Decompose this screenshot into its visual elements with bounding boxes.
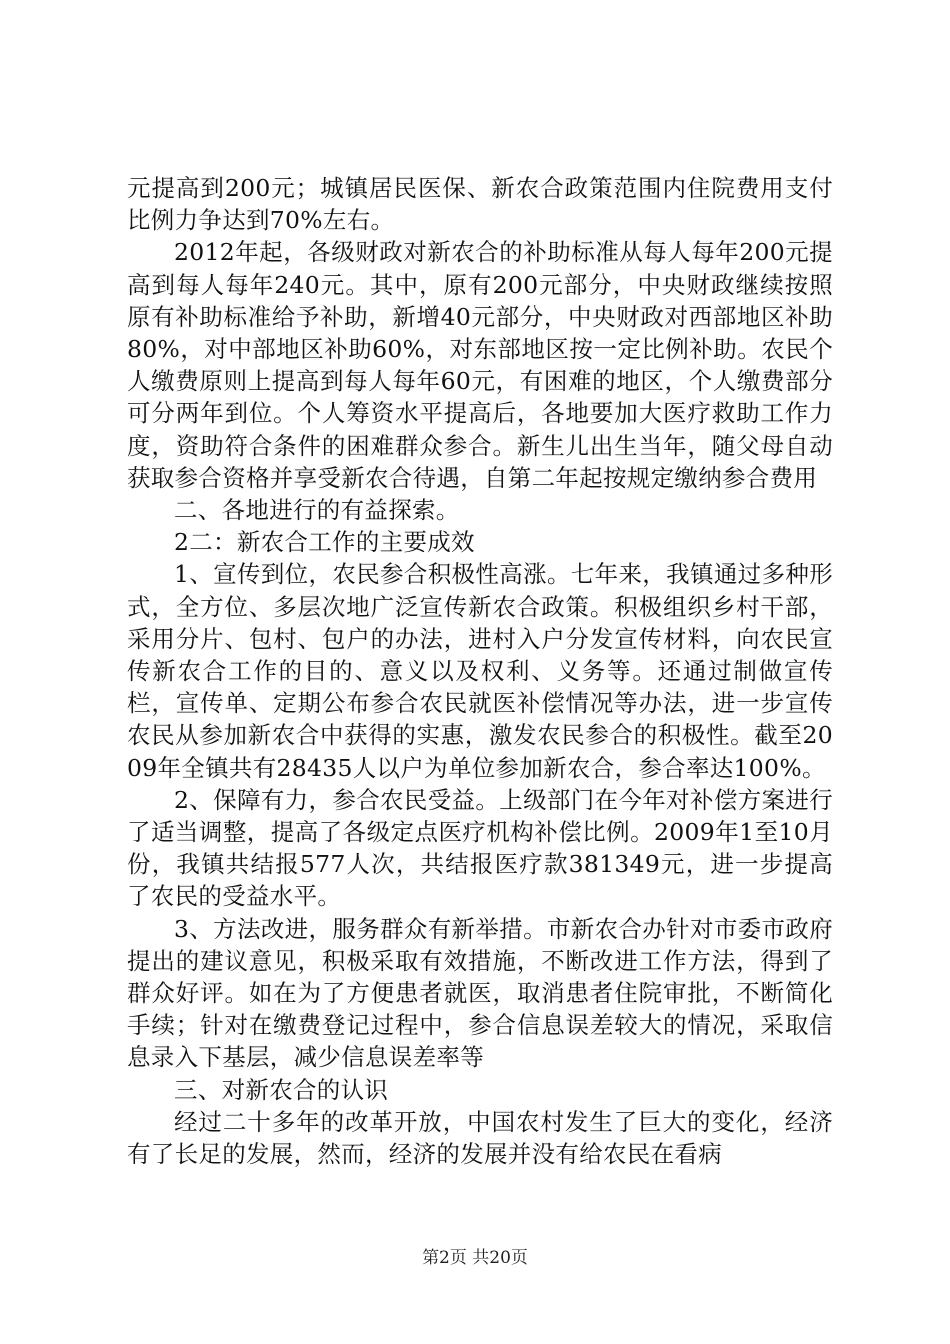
- section-heading-2: 二、各地进行的有益探索。: [174, 496, 460, 525]
- paragraph-1: 元提高到200元；城镇居民医保、新农合政策范围内住院费用支付比例力争达到70%左右。: [127, 174, 833, 235]
- paragraph-method: 3、方法改进，服务群众有新举措。市新农合办针对市委市政府提出的建议意见，积极采取有效措施，不断改进工作方法，得到了群众好评。如在为了方便患者就医，取消患者住院审批，不断简化手续；针对在缴费登记过程中，参合信息误差较大的情况，采取信息录入下基层，减少信息误差率等: [127, 914, 833, 1072]
- subsection-heading: 2二：新农合工作的主要成效: [174, 528, 475, 557]
- section-heading-3: 三、对新农合的认识: [174, 1075, 389, 1104]
- page-footer: 第2页 共20页: [422, 1248, 528, 1268]
- paragraph-benefit: 2、保障有力，参合农民受益。上级部门在今年对补偿方案进行了适当调整，提高了各级定点医疗机构补偿比例。2009年1至10月份，我镇共结报577人次，共结报医疗款381349元，进一步提高了农民的受益水平。: [127, 785, 833, 911]
- paragraph-2: 2012年起，各级财政对新农合的补助标准从每人每年200元提高到每人每年240元。其中，原有200元部分，中央财政继续按照原有补助标准给予补助，新增40元部分，中央财政对西部地区补助80%，对中部地区补助60%，对东部地区按一定比例补助。农民个人缴费原则上提高到每人每年60元，有困难的地区，个人缴费部分可分两年到位。个人筹资水平提高后，各地要加大医疗救助工作力度，资助符合条件的困难群众参合。新生儿出生当年，随父母自动获取参合资格并享受新农合待遇，自第二年起按规定缴纳参合费用: [127, 238, 833, 492]
- document-body: [127, 172, 833, 1170]
- paragraph-publicity: 1、宣传到位，农民参合积极性高涨。七年来，我镇通过多种形式，全方位、多层次地广泛宣传新农合政策。积极组织乡村干部，采用分片、包村、包户的办法，进村入户分发宣传材料，向农民宣传新农合工作的目的、意义以及权利、义务等。还通过制做宣传栏，宣传单、定期公布参合农民就医补偿情况等办法，进一步宣传农民从参加新农合中获得的实惠，激发农民参合的积极性。截至2009年全镇共有28435人以户为单位参加新农合，参合率达100%。: [127, 560, 833, 782]
- paragraph-reform: 经过二十多年的改革开放，中国农村发生了巨大的变化，经济有了长足的发展，然而，经济的发展并没有给农民在看病: [127, 1107, 833, 1169]
